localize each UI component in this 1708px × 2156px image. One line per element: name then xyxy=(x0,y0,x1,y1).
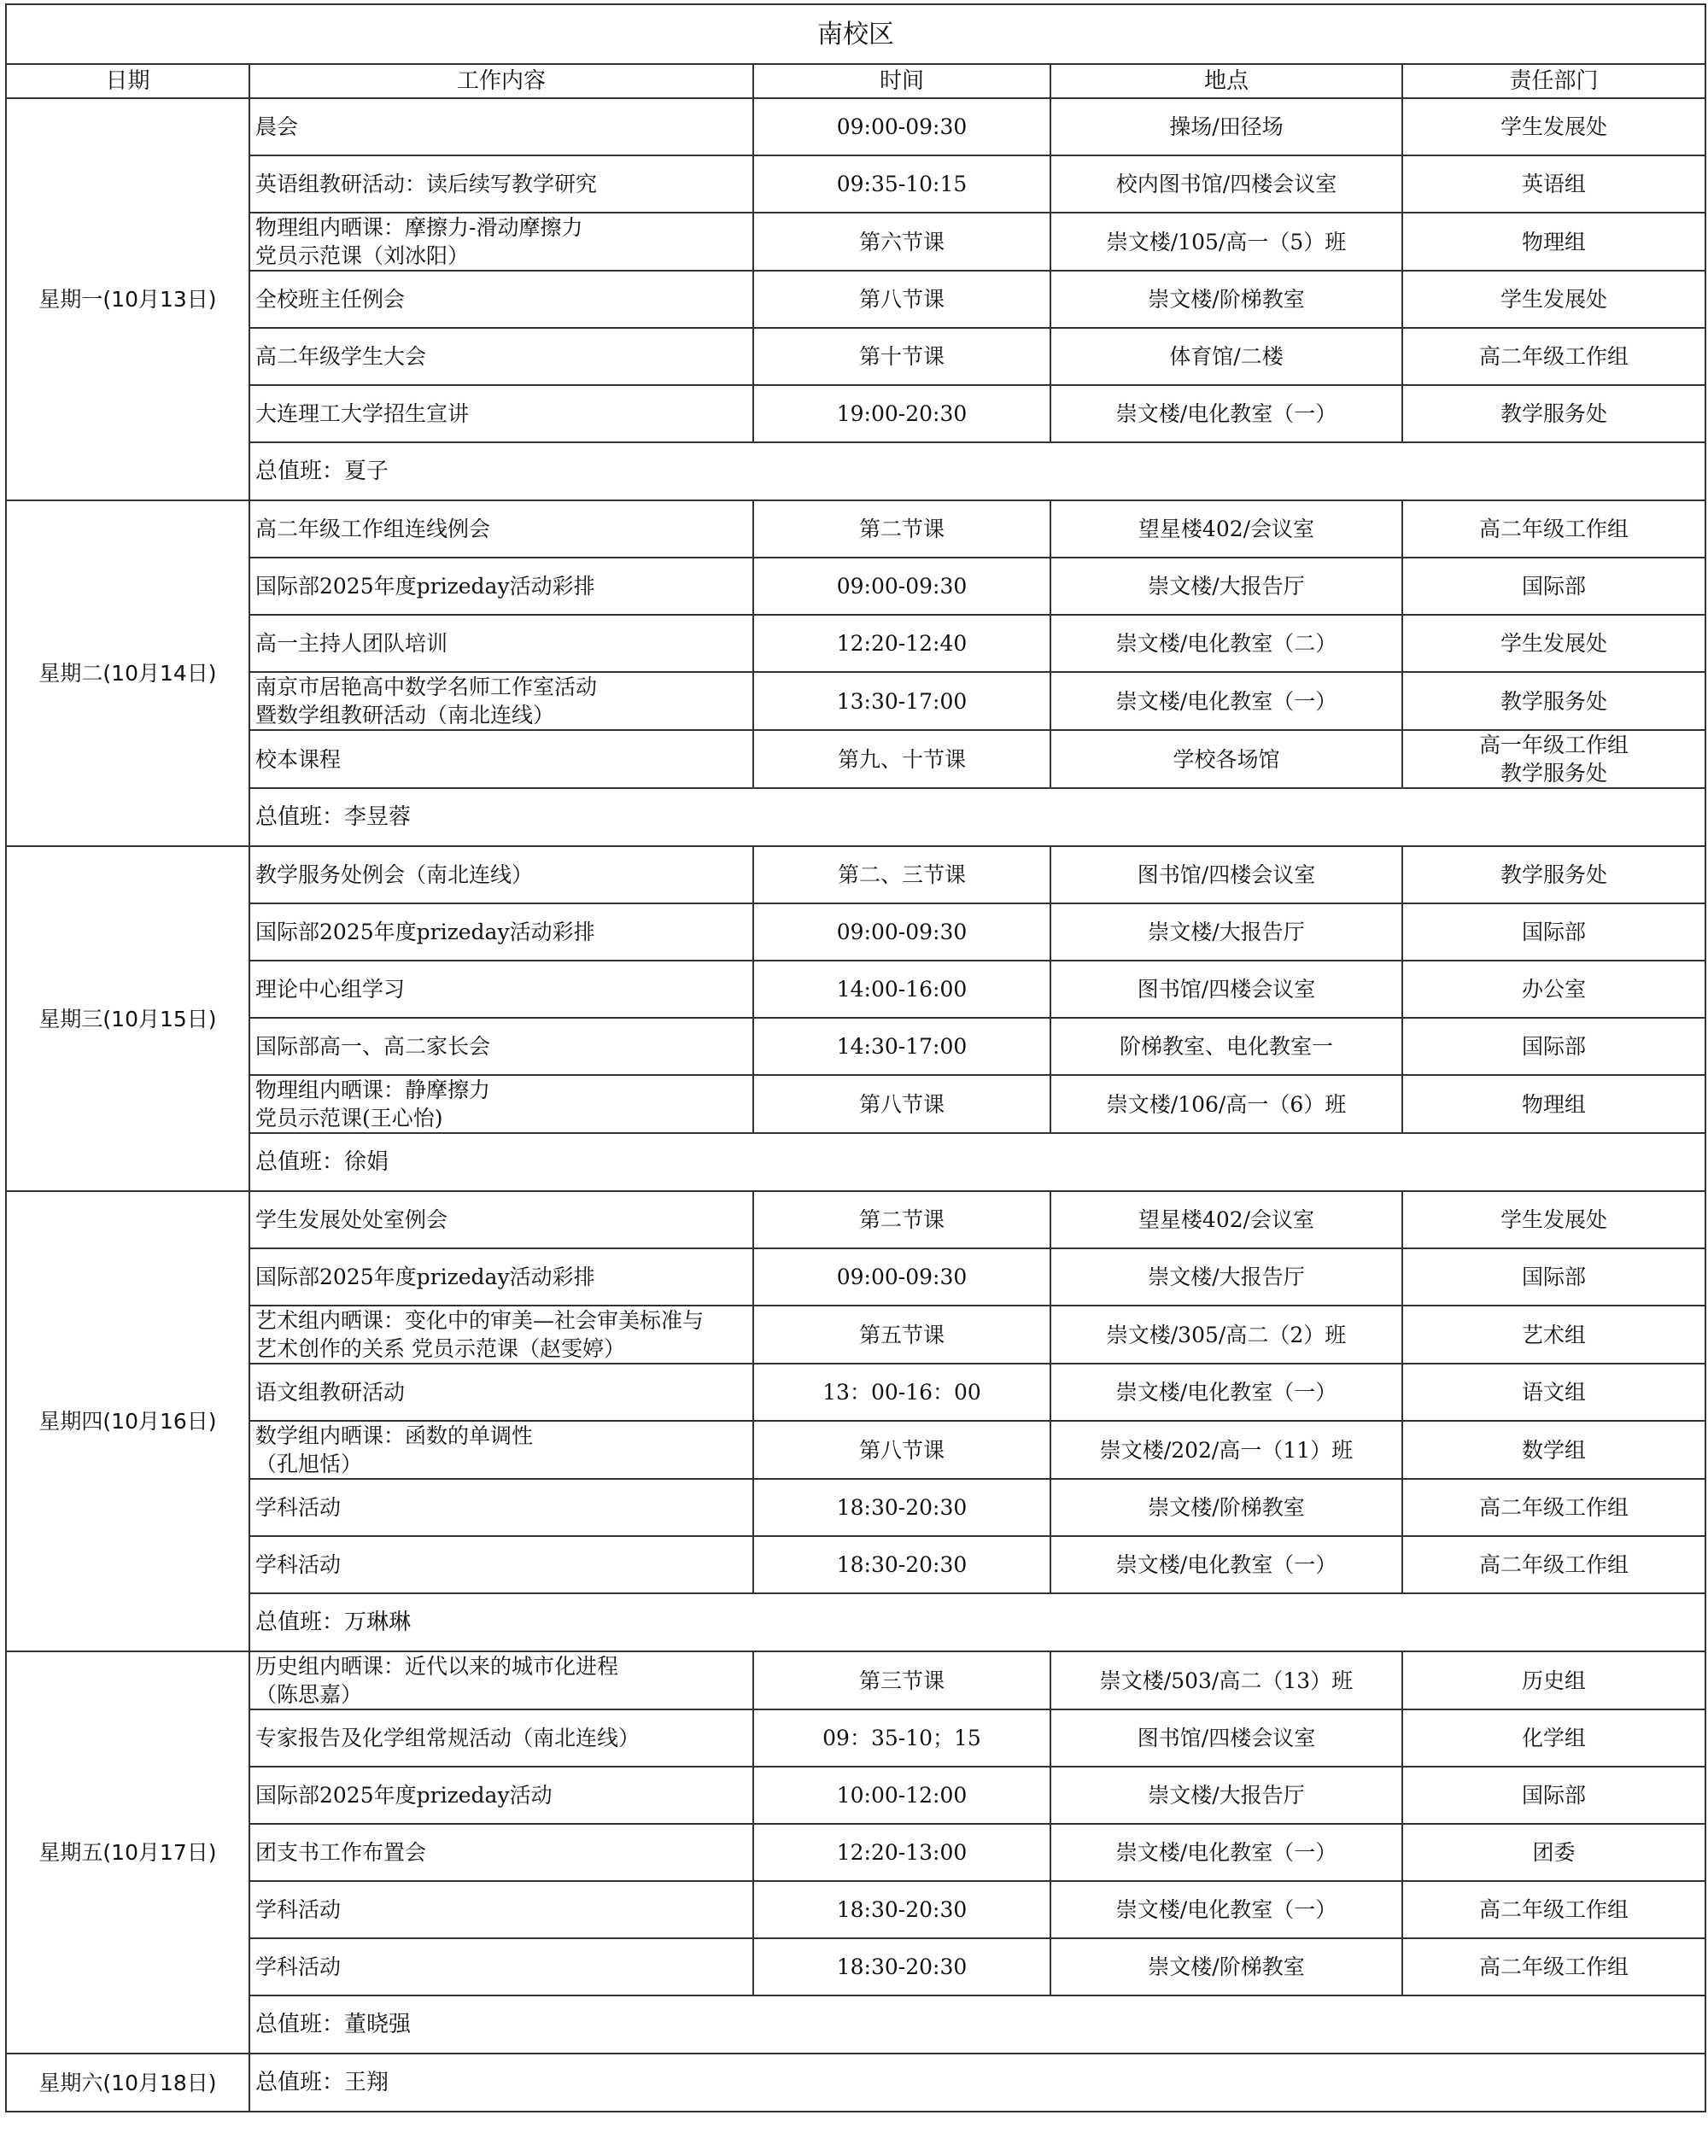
table-row xyxy=(6,1248,1705,1306)
work-time: 13:30-17:00 xyxy=(753,672,1050,730)
work-content xyxy=(249,730,753,788)
work-content xyxy=(249,1364,753,1421)
work-dept xyxy=(1402,328,1705,385)
work-dept xyxy=(1402,615,1705,672)
work-dept xyxy=(1402,1306,1705,1364)
table-row xyxy=(6,1536,1705,1593)
duty-label: 总值班： xyxy=(255,2011,345,2037)
work-time: 09:00-09:30 xyxy=(753,98,1050,155)
work-dept xyxy=(1402,155,1705,213)
work-place: 崇文楼/电化教室（一） xyxy=(1050,1536,1402,1593)
work-place: 崇文楼/大报告厅 xyxy=(1050,1248,1402,1306)
work-content-line: 语文组教研活动 xyxy=(255,1380,406,1405)
header-row xyxy=(6,64,1705,98)
work-dept xyxy=(1402,500,1705,558)
work-dept-line: 教学服务处 xyxy=(1500,862,1607,887)
work-place: 崇文楼/阶梯教室 xyxy=(1050,1479,1402,1536)
work-dept xyxy=(1402,271,1705,328)
work-place: 体育馆/二楼 xyxy=(1050,328,1402,385)
duty-label: 总值班： xyxy=(255,1609,345,1635)
work-time: 第八节课 xyxy=(753,1075,1050,1133)
table-row xyxy=(6,672,1705,730)
work-content-line: 高二年级学生大会 xyxy=(255,344,427,369)
table-row xyxy=(6,155,1705,213)
duty-cell xyxy=(249,788,1705,846)
work-time: 09：35-10；15 xyxy=(753,1709,1050,1767)
work-dept-line: 学生发展处 xyxy=(1500,631,1607,656)
work-content-line: 学科活动 xyxy=(255,1495,342,1520)
work-place: 操场/田径场 xyxy=(1050,98,1402,155)
work-content-line: （陈思嘉） xyxy=(255,1682,363,1707)
duty-name: 董晓强 xyxy=(344,2011,412,2037)
work-dept-line: 教学服务处 xyxy=(1500,688,1607,714)
work-dept-line: 语文组 xyxy=(1521,1380,1586,1405)
work-content-line: 国际部2025年度prizeday活动彩排 xyxy=(255,1265,595,1289)
duty-row xyxy=(6,1995,1705,2054)
work-content-line: 学科活动 xyxy=(255,1552,342,1577)
work-place: 崇文楼/阶梯教室 xyxy=(1050,1938,1402,1995)
work-time: 14:30-17:00 xyxy=(753,1018,1050,1075)
work-place: 图书馆/四楼会议室 xyxy=(1050,846,1402,903)
duty-name: 夏子 xyxy=(344,458,389,484)
work-content xyxy=(249,1306,753,1364)
table-row xyxy=(6,1767,1705,1824)
work-time: 第三节课 xyxy=(753,1651,1050,1709)
work-dept-line: 国际部 xyxy=(1521,1265,1586,1289)
table-row xyxy=(6,730,1705,788)
table-row xyxy=(6,213,1705,271)
work-content-line: 大连理工大学招生宣讲 xyxy=(255,401,470,426)
table-row xyxy=(6,500,1705,558)
work-dept xyxy=(1402,730,1705,788)
table-row xyxy=(6,98,1705,155)
work-content-line: 党员示范课(王心怡) xyxy=(255,1106,443,1131)
work-content xyxy=(249,1767,753,1824)
work-content-line: 团支书工作布置会 xyxy=(255,1840,427,1865)
table-row xyxy=(6,1824,1705,1881)
work-dept-line: 国际部 xyxy=(1521,920,1586,944)
work-content-line: 高二年级工作组连线例会 xyxy=(255,517,491,541)
work-time: 18:30-20:30 xyxy=(753,1479,1050,1536)
work-dept-line: 教学服务处 xyxy=(1500,401,1607,426)
work-place: 阶梯教室、电化教室一 xyxy=(1050,1018,1402,1075)
table-row xyxy=(6,1306,1705,1364)
work-content xyxy=(249,155,753,213)
work-time: 第二节课 xyxy=(753,1191,1050,1248)
work-dept-line: 高一年级工作组 xyxy=(1478,733,1629,757)
work-content-line: 南京市居艳高中数学名师工作室活动 xyxy=(255,675,598,699)
work-content-line: 物理组内晒课：摩擦力-滑动摩擦力 xyxy=(255,215,583,240)
work-content-line: 晨会 xyxy=(255,114,299,139)
work-content-line: 校本课程 xyxy=(255,746,342,772)
work-content xyxy=(249,385,753,442)
work-content xyxy=(249,1536,753,1593)
work-dept xyxy=(1402,1421,1705,1479)
work-place: 崇文楼/阶梯教室 xyxy=(1050,271,1402,328)
work-time: 14:00-16:00 xyxy=(753,961,1050,1018)
work-dept xyxy=(1402,846,1705,903)
work-dept xyxy=(1402,903,1705,961)
work-dept-line: 化学组 xyxy=(1521,1726,1586,1750)
work-dept-line: 国际部 xyxy=(1521,1783,1586,1808)
work-content-line: 全校班主任例会 xyxy=(255,287,406,312)
table-row xyxy=(6,1075,1705,1133)
work-time: 19:00-20:30 xyxy=(753,385,1050,442)
duty-label: 总值班： xyxy=(255,2069,345,2095)
work-content-line: 理论中心组学习 xyxy=(255,977,406,1002)
work-dept-line: 办公室 xyxy=(1521,977,1586,1002)
work-time: 10:00-12:00 xyxy=(753,1767,1050,1824)
work-content-line: 艺术创作的关系 党员示范课（赵雯婷） xyxy=(255,1336,625,1361)
work-place: 崇文楼/大报告厅 xyxy=(1050,1767,1402,1824)
work-time: 12:20-13:00 xyxy=(753,1824,1050,1881)
work-dept xyxy=(1402,1651,1705,1709)
work-time: 18:30-20:30 xyxy=(753,1881,1050,1938)
table-row xyxy=(6,385,1705,442)
work-dept xyxy=(1402,385,1705,442)
work-dept-line: 英语组 xyxy=(1521,172,1586,196)
table-row xyxy=(6,1881,1705,1938)
work-place: 崇文楼/大报告厅 xyxy=(1050,903,1402,961)
work-dept xyxy=(1402,1479,1705,1536)
work-time: 09:00-09:30 xyxy=(753,1248,1050,1306)
work-content xyxy=(249,1824,753,1881)
work-content-line: 学生发展处处室例会 xyxy=(255,1207,448,1232)
duty-row xyxy=(6,1133,1705,1191)
work-dept xyxy=(1402,558,1705,615)
table-row xyxy=(6,1479,1705,1536)
work-content-line: 党员示范课（刘冰阳） xyxy=(255,243,470,268)
work-content-line: 历史组内晒课：近代以来的城市化进程 xyxy=(255,1654,619,1679)
work-content-line: 国际部2025年度prizeday活动 xyxy=(255,1783,553,1808)
day-date: 星期六(10月18日) xyxy=(6,2054,249,2112)
duty-label: 总值班： xyxy=(255,1148,345,1175)
sheet-title: 南校区 xyxy=(6,4,1705,64)
work-dept-line: 历史组 xyxy=(1521,1668,1586,1693)
work-dept xyxy=(1402,1881,1705,1938)
schedule-table xyxy=(5,3,1706,2112)
day-row xyxy=(6,2054,1705,2112)
title-row xyxy=(6,4,1705,64)
duty-name: 王翔 xyxy=(344,2069,389,2095)
table-row xyxy=(6,1191,1705,1248)
work-content-line: 高一主持人团队培训 xyxy=(255,631,448,656)
duty-row xyxy=(6,788,1705,846)
work-content xyxy=(249,1709,753,1767)
work-time: 18:30-20:30 xyxy=(753,1938,1050,1995)
work-content xyxy=(249,1881,753,1938)
schedule-body xyxy=(6,4,1705,2112)
work-dept xyxy=(1402,1767,1705,1824)
day-date: 星期一(10月13日) xyxy=(6,98,249,500)
work-time: 第六节课 xyxy=(753,213,1050,271)
work-time: 12:20-12:40 xyxy=(753,615,1050,672)
table-row xyxy=(6,903,1705,961)
work-dept xyxy=(1402,1536,1705,1593)
duty-cell xyxy=(249,2054,1705,2112)
duty-row xyxy=(6,1593,1705,1651)
work-dept xyxy=(1402,961,1705,1018)
work-content-line: 学科活动 xyxy=(255,1897,342,1922)
work-time: 09:00-09:30 xyxy=(753,903,1050,961)
work-dept-line: 教学服务处 xyxy=(1500,761,1607,786)
work-content xyxy=(249,961,753,1018)
duty-cell xyxy=(249,1593,1705,1651)
work-time: 09:00-09:30 xyxy=(753,558,1050,615)
header-time: 时间 xyxy=(753,64,1050,98)
work-content-line: 学科活动 xyxy=(255,1954,342,1979)
work-dept xyxy=(1402,1364,1705,1421)
work-place: 崇文楼/电化教室（一） xyxy=(1050,1824,1402,1881)
work-time: 第九、十节课 xyxy=(753,730,1050,788)
work-place: 图书馆/四楼会议室 xyxy=(1050,1709,1402,1767)
work-content-line: 专家报告及化学组常规活动（南北连线） xyxy=(255,1726,640,1750)
work-place: 望星楼402/会议室 xyxy=(1050,500,1402,558)
work-content xyxy=(249,903,753,961)
duty-row xyxy=(6,442,1705,500)
day-date: 星期四(10月16日) xyxy=(6,1191,249,1651)
work-place: 崇文楼/106/高一（6）班 xyxy=(1050,1075,1402,1133)
work-content xyxy=(249,500,753,558)
work-dept-line: 学生发展处 xyxy=(1500,1207,1607,1232)
work-place: 崇文楼/202/高一（11）班 xyxy=(1050,1421,1402,1479)
work-content-line: 国际部2025年度prizeday活动彩排 xyxy=(255,920,595,944)
work-place: 图书馆/四楼会议室 xyxy=(1050,961,1402,1018)
work-place: 崇文楼/电化教室（一） xyxy=(1050,1364,1402,1421)
work-dept-line: 物理组 xyxy=(1521,1091,1586,1117)
work-content xyxy=(249,1075,753,1133)
work-dept-line: 高二年级工作组 xyxy=(1478,1552,1629,1577)
work-place: 崇文楼/大报告厅 xyxy=(1050,558,1402,615)
work-time: 第五节课 xyxy=(753,1306,1050,1364)
work-content-line: 艺术组内晒课：变化中的审美—社会审美标准与 xyxy=(255,1308,705,1333)
work-content-line: 数学组内晒课：函数的单调性 xyxy=(255,1423,534,1448)
work-time: 第二、三节课 xyxy=(753,846,1050,903)
work-dept xyxy=(1402,213,1705,271)
work-content-line: 国际部高一、高二家长会 xyxy=(255,1034,491,1059)
duty-label: 总值班： xyxy=(255,803,345,830)
header-dept: 责任部门 xyxy=(1402,64,1705,98)
work-content xyxy=(249,328,753,385)
work-dept-line: 国际部 xyxy=(1521,1034,1586,1059)
work-place: 崇文楼/电化教室（二） xyxy=(1050,615,1402,672)
work-dept-line: 物理组 xyxy=(1521,229,1586,254)
table-row xyxy=(6,615,1705,672)
work-content xyxy=(249,98,753,155)
duty-cell xyxy=(249,1995,1705,2054)
work-place: 望星楼402/会议室 xyxy=(1050,1191,1402,1248)
work-content-line: 英语组教研活动：读后续写教学研究 xyxy=(255,172,598,196)
table-row xyxy=(6,1938,1705,1995)
table-row xyxy=(6,1018,1705,1075)
duty-name: 李昱蓉 xyxy=(344,803,412,830)
work-content xyxy=(249,1938,753,1995)
work-content xyxy=(249,1479,753,1536)
work-content xyxy=(249,213,753,271)
table-row xyxy=(6,271,1705,328)
duty-cell xyxy=(249,442,1705,500)
work-dept xyxy=(1402,1075,1705,1133)
work-content-line: 国际部2025年度prizeday活动彩排 xyxy=(255,574,595,599)
work-time: 13：00-16：00 xyxy=(753,1364,1050,1421)
table-row xyxy=(6,558,1705,615)
work-dept-line: 学生发展处 xyxy=(1500,287,1607,312)
work-place: 崇文楼/电化教室（一） xyxy=(1050,1881,1402,1938)
work-dept xyxy=(1402,1248,1705,1306)
work-content-line: 暨数学组教研活动（南北连线） xyxy=(255,703,555,727)
day-date: 星期三(10月15日) xyxy=(6,846,249,1191)
work-dept-line: 高二年级工作组 xyxy=(1478,1954,1629,1979)
work-content xyxy=(249,558,753,615)
work-place: 崇文楼/电化教室（一） xyxy=(1050,672,1402,730)
header-content: 工作内容 xyxy=(249,64,753,98)
work-place: 学校各场馆 xyxy=(1050,730,1402,788)
duty-name: 万琳琳 xyxy=(344,1609,412,1635)
duty-cell xyxy=(249,1133,1705,1191)
work-dept-line: 高二年级工作组 xyxy=(1478,1495,1629,1520)
work-content-line: 教学服务处例会（南北连线） xyxy=(255,862,534,887)
table-row xyxy=(6,846,1705,903)
work-content xyxy=(249,672,753,730)
duty-name: 徐娟 xyxy=(344,1148,389,1175)
work-place: 崇文楼/电化教室（一） xyxy=(1050,385,1402,442)
header-date: 日期 xyxy=(6,64,249,98)
day-date: 星期二(10月14日) xyxy=(6,500,249,846)
work-content xyxy=(249,1421,753,1479)
table-row xyxy=(6,1651,1705,1709)
work-dept xyxy=(1402,1191,1705,1248)
work-dept-line: 国际部 xyxy=(1521,574,1586,599)
work-dept xyxy=(1402,1709,1705,1767)
work-time: 18:30-20:30 xyxy=(753,1536,1050,1593)
work-time: 第十节课 xyxy=(753,328,1050,385)
work-content xyxy=(249,1651,753,1709)
work-dept-line: 团委 xyxy=(1532,1840,1576,1865)
work-content xyxy=(249,846,753,903)
work-place: 校内图书馆/四楼会议室 xyxy=(1050,155,1402,213)
work-content xyxy=(249,615,753,672)
work-dept xyxy=(1402,1824,1705,1881)
work-dept-line: 高二年级工作组 xyxy=(1478,517,1629,541)
work-time: 第二节课 xyxy=(753,500,1050,558)
day-date: 星期五(10月17日) xyxy=(6,1651,249,2054)
work-place: 崇文楼/105/高一（5）班 xyxy=(1050,213,1402,271)
work-dept-line: 数学组 xyxy=(1521,1437,1586,1463)
work-dept-line: 学生发展处 xyxy=(1500,114,1607,139)
work-time: 09:35-10:15 xyxy=(753,155,1050,213)
work-content-line: （孔旭恬） xyxy=(255,1452,363,1476)
work-content xyxy=(249,1191,753,1248)
table-row xyxy=(6,1364,1705,1421)
work-content xyxy=(249,1018,753,1075)
work-content xyxy=(249,271,753,328)
table-row xyxy=(6,961,1705,1018)
work-dept xyxy=(1402,1938,1705,1995)
work-dept xyxy=(1402,672,1705,730)
work-place: 崇文楼/305/高二（2）班 xyxy=(1050,1306,1402,1364)
header-place: 地点 xyxy=(1050,64,1402,98)
work-dept-line: 艺术组 xyxy=(1521,1322,1586,1347)
duty-label: 总值班： xyxy=(255,458,345,484)
work-content-line: 物理组内晒课：静摩擦力 xyxy=(255,1078,491,1102)
work-dept xyxy=(1402,98,1705,155)
work-dept-line: 高二年级工作组 xyxy=(1478,344,1629,369)
table-row xyxy=(6,328,1705,385)
work-place: 崇文楼/503/高二（13）班 xyxy=(1050,1651,1402,1709)
table-row xyxy=(6,1421,1705,1479)
work-dept-line: 高二年级工作组 xyxy=(1478,1897,1629,1922)
work-dept xyxy=(1402,1018,1705,1075)
work-time: 第八节课 xyxy=(753,1421,1050,1479)
work-time: 第八节课 xyxy=(753,271,1050,328)
work-content xyxy=(249,1248,753,1306)
table-row xyxy=(6,1709,1705,1767)
